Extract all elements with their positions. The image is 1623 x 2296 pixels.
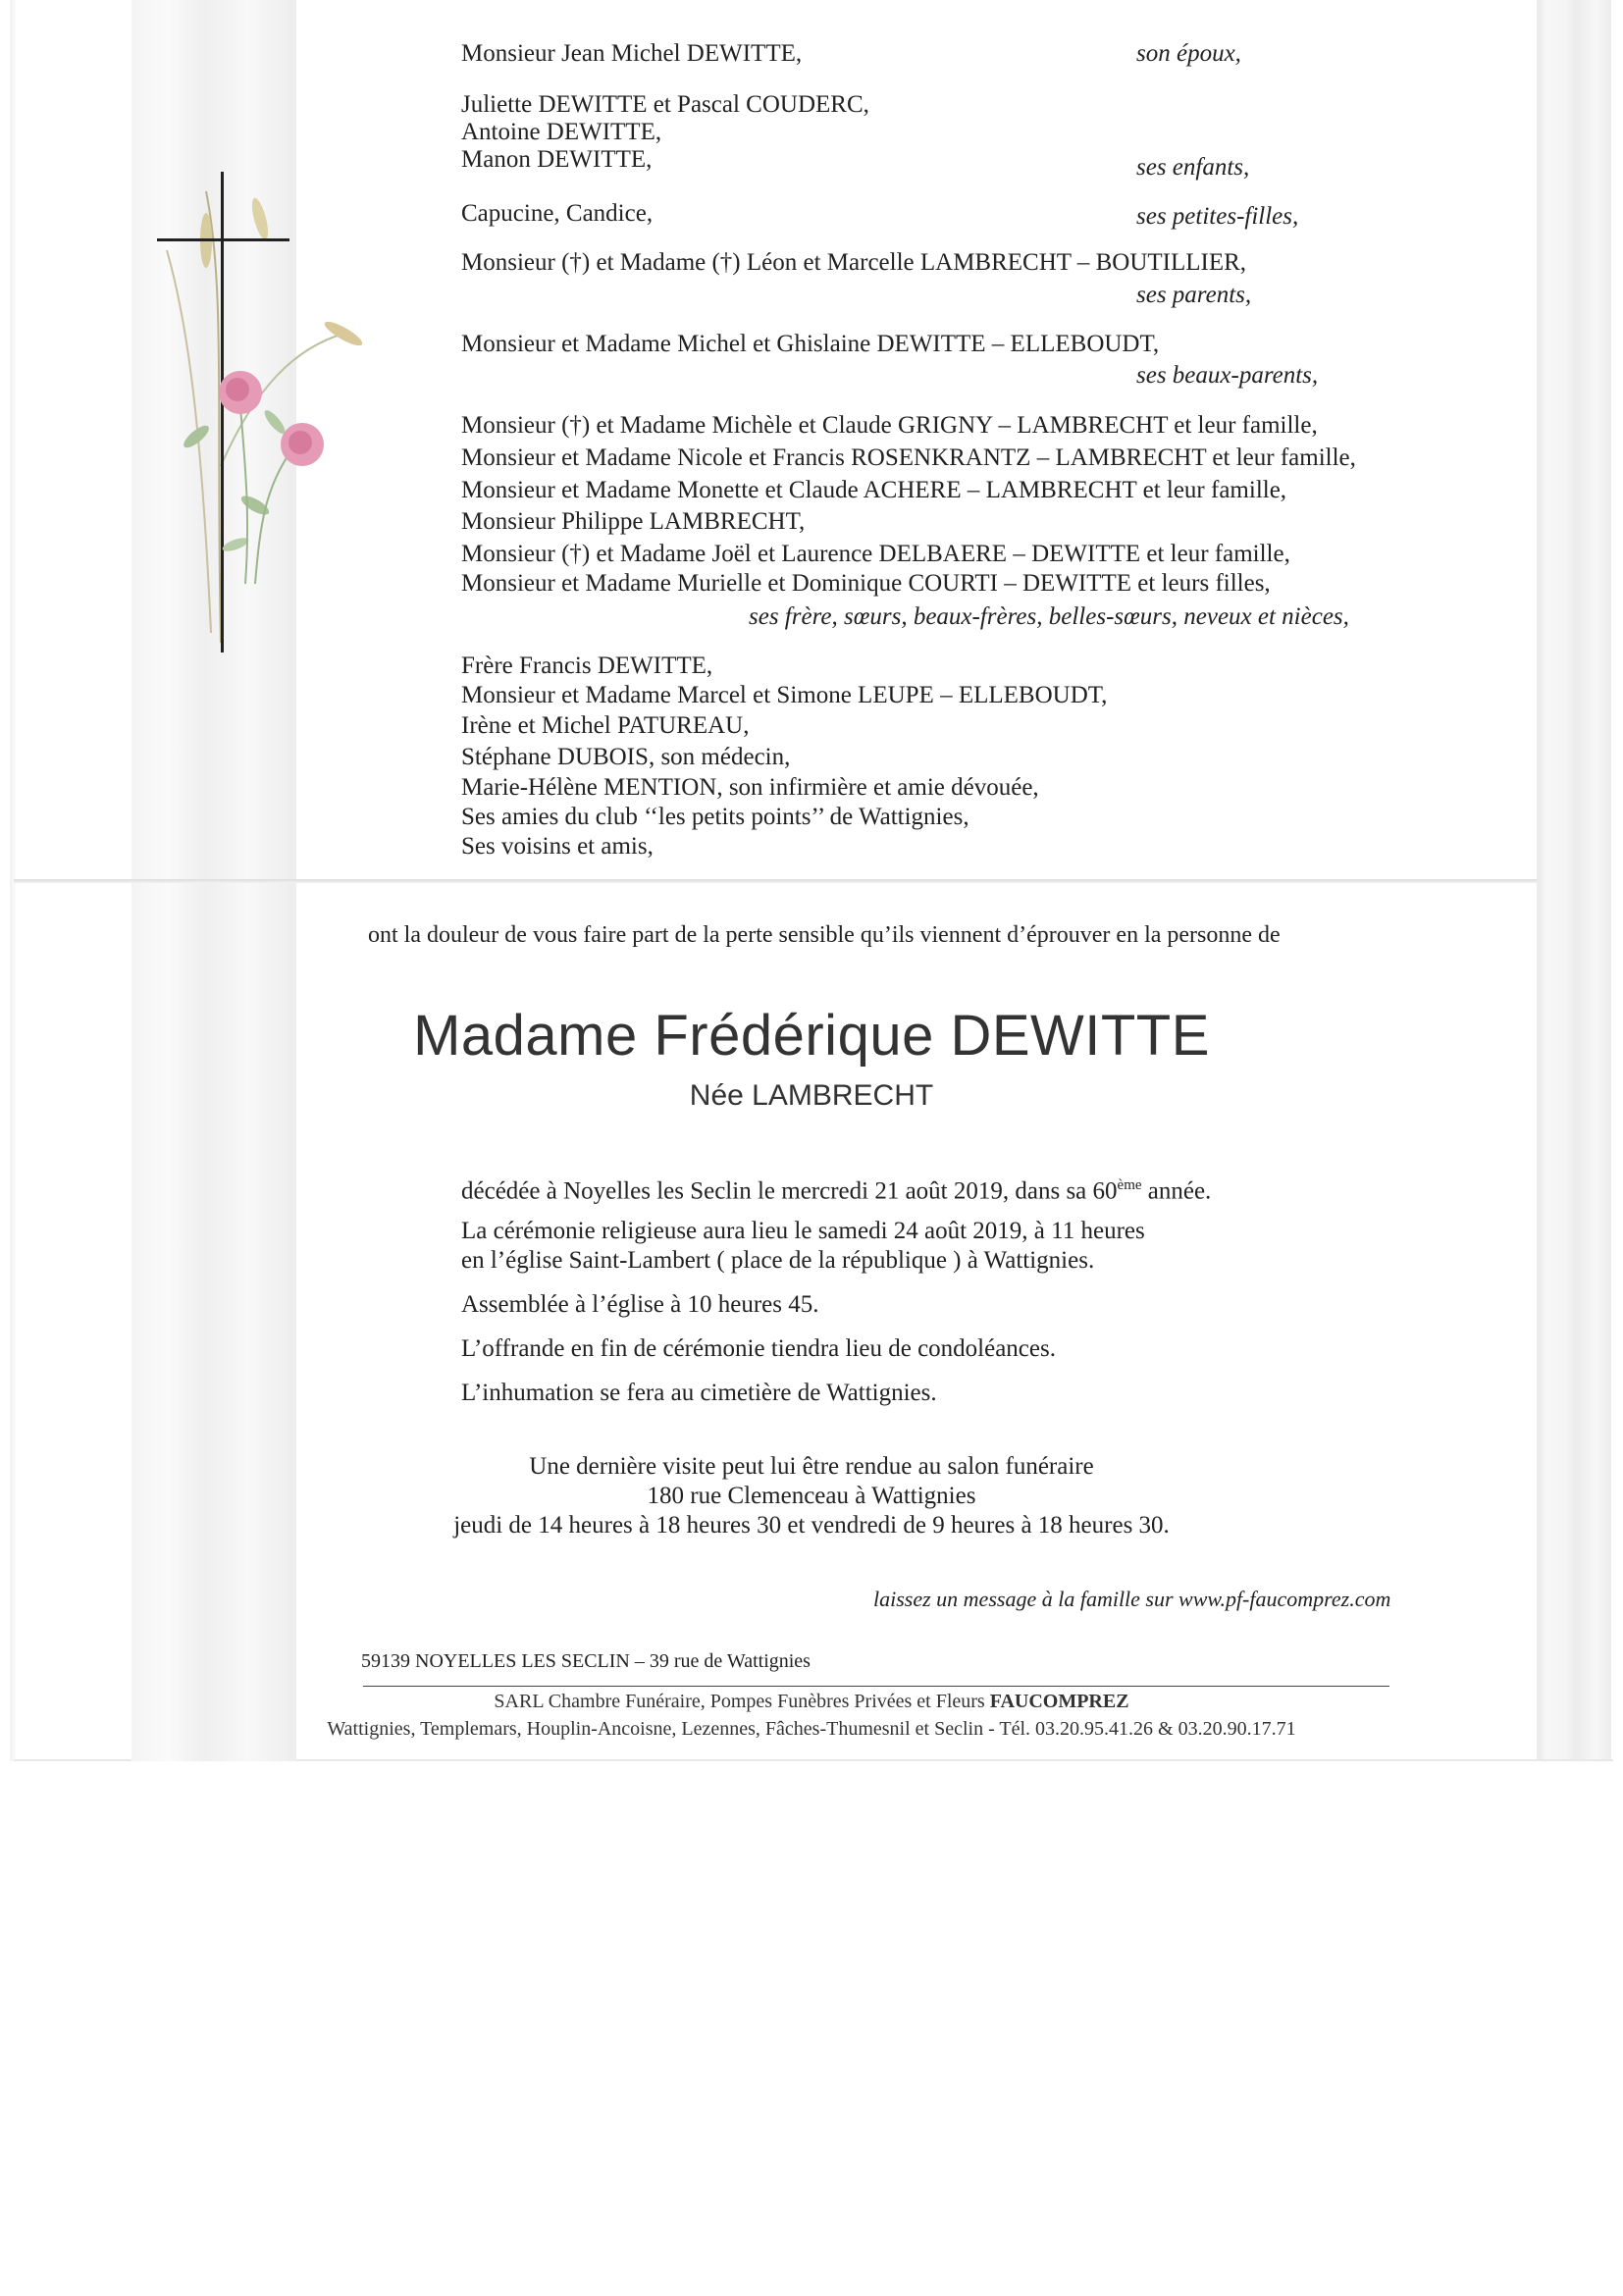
visit-hours: jeudi de 14 heures à 18 heures 30 et vendredi de 9 heures à 18 heures 30. <box>453 1512 1170 1539</box>
other-relative: Ses voisins et amis, <box>461 833 654 860</box>
other-relative: Stéphane DUBOIS, son médecin, <box>461 744 791 770</box>
other-relative: Frère Francis DEWITTE, <box>461 652 713 679</box>
ceremony-line: La cérémonie religieuse aura lieu le samedi 24 août 2019, à 11 heures <box>461 1218 1145 1244</box>
ordinal-suffix: ème <box>1117 1177 1142 1193</box>
husband-name: Monsieur Jean Michel DEWITTE, <box>461 40 803 67</box>
ceremony-location: en l’église Saint-Lambert ( place de la république ) à Wattignies. <box>461 1247 1095 1274</box>
other-relative: Irène et Michel PATUREAU, <box>461 712 750 739</box>
in-laws-role: ses beaux-parents, <box>1136 362 1319 389</box>
other-relative: Ses amies du club ‘‘les petits points’’ de Wattignies, <box>461 804 969 830</box>
child-name: Antoine DEWITTE, <box>461 119 662 145</box>
death-details <box>461 1171 1211 1206</box>
in-laws-name: Monsieur et Madame Michel et Ghislaine DEWITTE – ELLEBOUDT, <box>461 331 1160 357</box>
offering-note: L’offrande en fin de cérémonie tiendra lieu de condoléances. <box>461 1335 1056 1362</box>
sibling-name: Monsieur et Madame Murielle et Dominique COURTI – DEWITTE et leurs filles, <box>461 570 1271 597</box>
funeral-home-brand: FAUCOMPREZ <box>989 1691 1129 1712</box>
home-address: 59139 NOYELLES LES SECLIN – 39 rue de Wattignies <box>361 1650 811 1672</box>
sibling-name: Monsieur (†) et Madame Michèle et Claude GRIGNY – LAMBRECHT et leur famille, <box>461 412 1318 439</box>
child-name: Manon DEWITTE, <box>461 146 653 173</box>
funeral-home-line <box>0 1690 1623 1713</box>
burial-note: L’inhumation se fera au cimetière de Wattignies. <box>461 1380 937 1406</box>
sibling-name: Monsieur et Madame Monette et Claude ACHERE – LAMBRECHT et leur famille, <box>461 477 1287 503</box>
sibling-name: Monsieur (†) et Madame Joël et Laurence DELBAERE – DEWITTE et leur famille, <box>461 541 1290 567</box>
funeral-home-contact: Wattignies, Templemars, Houplin-Ancoisne, Lezennes, Fâches-Thumesnil et Seclin - Tél. 03.20.95.41.26 & 03.20.90.17.71 <box>327 1718 1296 1740</box>
deceased-name: Madame Frédérique DEWITTE <box>413 1004 1210 1068</box>
announcement-text: ont la douleur de vous faire part de la perte sensible qu’ils viennent d’éprouver en la personne de <box>368 922 1281 948</box>
husband-role: son époux, <box>1136 40 1241 67</box>
footer-divider <box>363 1686 1389 1687</box>
other-relative: Marie-Hélène MENTION, son infirmière et amie dévouée, <box>461 774 1039 801</box>
granddaughters-name: Capucine, Candice, <box>461 200 654 227</box>
parents-role: ses parents, <box>1136 282 1252 308</box>
child-name: Juliette DEWITTE et Pascal COUDERC, <box>461 91 869 118</box>
siblings-role: ses frère, sœurs, beaux-frères, belles-sœurs, neveux et nièces, <box>749 603 1349 630</box>
funeral-home-text: SARL Chambre Funéraire, Pompes Funèbres Privées et Fleurs <box>494 1691 990 1712</box>
death-details-end: année. <box>1141 1177 1212 1205</box>
sibling-name: Monsieur Philippe LAMBRECHT, <box>461 508 806 535</box>
visit-address: 180 rue Clemenceau à Wattignies <box>647 1483 976 1509</box>
card-fold-line <box>14 879 1537 883</box>
other-relative: Monsieur et Madame Marcel et Simone LEUPE – ELLEBOUDT, <box>461 682 1108 708</box>
granddaughters-role: ses petites-filles, <box>1136 203 1299 230</box>
parents-name: Monsieur (†) et Madame (†) Léon et Marcelle LAMBRECHT – BOUTILLIER, <box>461 249 1247 276</box>
message-note: laissez un message à la famille sur www.pf-faucomprez.com <box>873 1587 1391 1611</box>
visit-line: Une dernière visite peut lui être rendue au salon funéraire <box>529 1453 1094 1480</box>
death-details-text: décédée à Noyelles les Seclin le mercredi 21 août 2019, dans sa 60 <box>461 1177 1118 1205</box>
children-role: ses enfants, <box>1136 154 1250 181</box>
deceased-maiden-name: Née LAMBRECHT <box>689 1079 934 1112</box>
assembly-time: Assemblée à l’église à 10 heures 45. <box>461 1291 819 1318</box>
sibling-name: Monsieur et Madame Nicole et Francis ROSENKRANTZ – LAMBRECHT et leur famille, <box>461 444 1356 471</box>
cross-roses-icon <box>147 172 422 662</box>
